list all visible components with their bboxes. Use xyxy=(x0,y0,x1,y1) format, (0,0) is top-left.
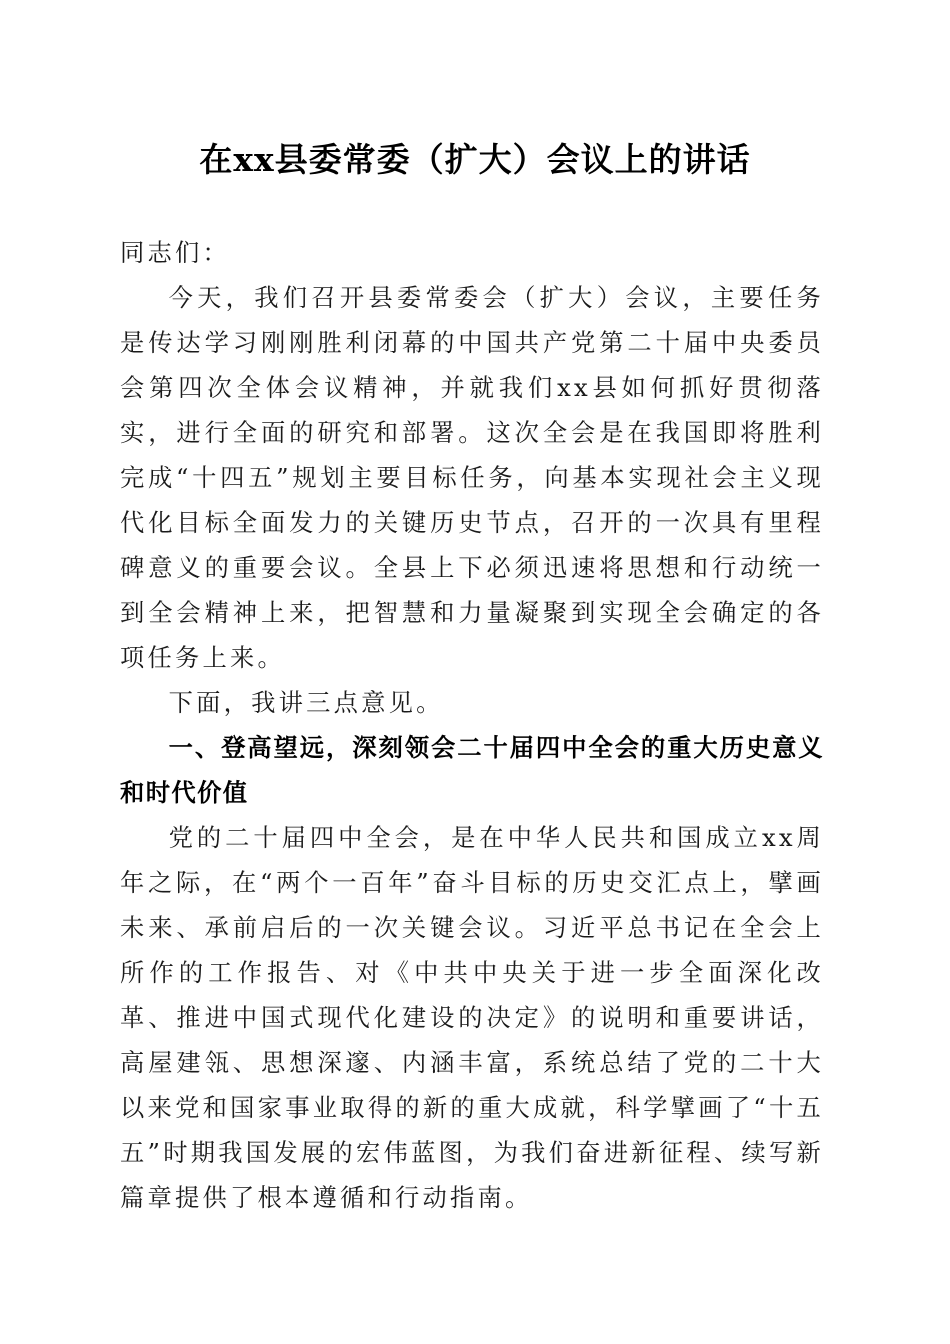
paragraph-section-1: 党的二十届四中全会，是在中华人民共和国成立xx周年之际，在“两个一百年”奋斗目标的历史交汇点上，擘画未来、承前启后的一次关键会议。习近平总书记在全会上所作的工作报告、对《中共中央关于进一步全面深化改革、推进中国式现代化建设的决定》的说明和重要讲话，高屋建瓴、思想深邃、内涵丰富，系统总结了党的二十大以来党和国家事业取得的新的重大成就，科学擘画了“十五五”时期我国发展的宏伟蓝图，为我们奋进新征程、续写新篇章提供了根本遵循和行动指南。 xyxy=(120,823,824,1212)
section-heading-1: 一、登高望远，深刻领会二十届四中全会的重大历史意义和时代价值 xyxy=(120,733,824,807)
paragraph-outline: 下面，我讲三点意见。 xyxy=(168,688,444,717)
document-title: 在xx县委常委（扩大）会议上的讲话 xyxy=(199,140,751,179)
document-body xyxy=(120,230,824,1220)
salutation: 同志们： xyxy=(120,238,230,267)
paragraph-intro: 今天，我们召开县委常委会（扩大）会议，主要任务是传达学习刚刚胜利闭幕的中国共产党第二十届中央委员会第四次全体会议精神，并就我们xx县如何抓好贯彻落实，进行全面的研究和部署。这次全会是在我国即将胜利完成“十四五”规划主要目标任务，向基本实现社会主义现代化目标全面发力的关键历史节点，召开的一次具有里程碑意义的重要会议。全县上下必须迅速将思想和行动统一到全会精神上来，把智慧和力量凝聚到实现全会确定的各项任务上来。 xyxy=(120,283,824,672)
